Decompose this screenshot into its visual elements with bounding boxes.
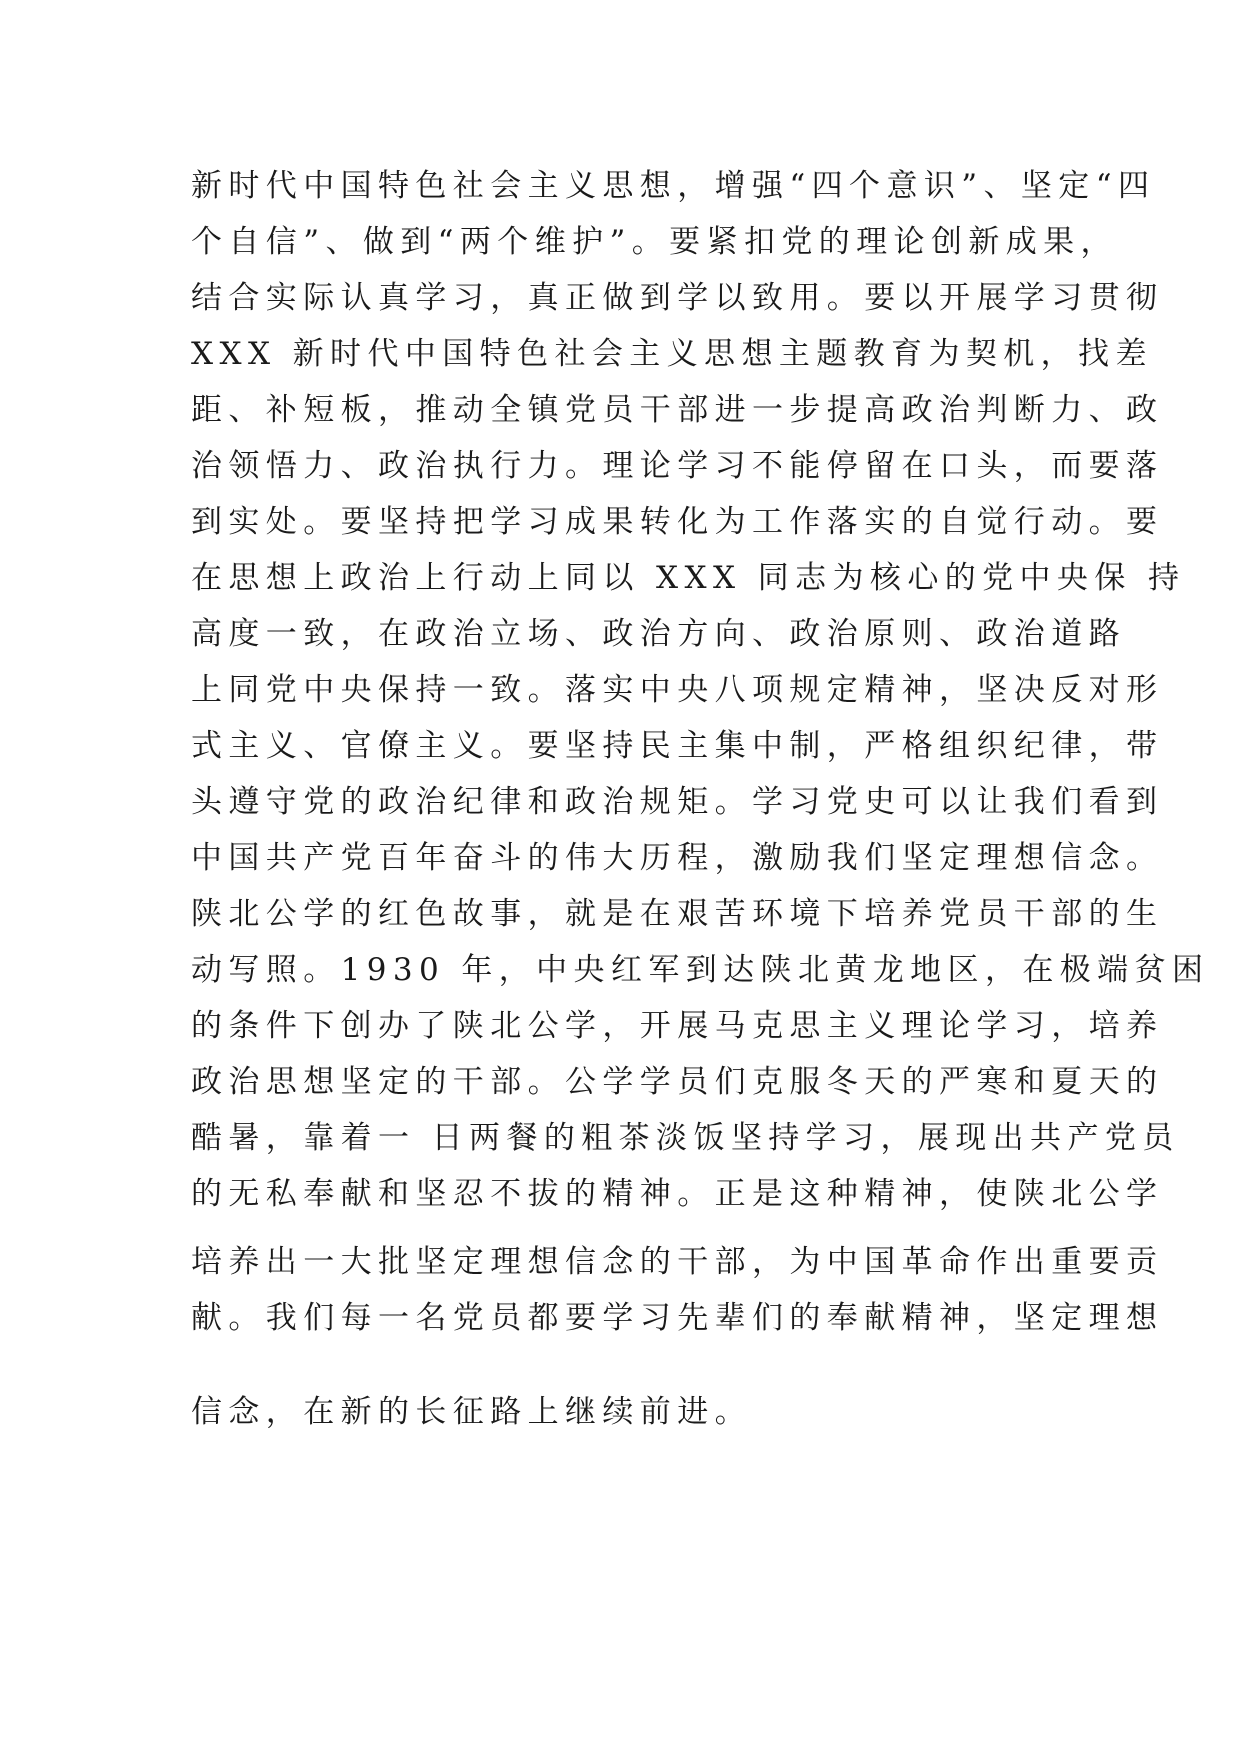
text-line: 个自信”、做到“两个维护”。要紧扣党的理论创新成果， — [191, 224, 1118, 260]
text-line: 新时代中国特色社会主义思想，增强“四个意识”、坚定“四 — [191, 168, 1156, 204]
text-line: 高度一致，在政治立场、政治方向、政治原则、政治道路 — [191, 616, 1126, 652]
text-line: 献。我们每一名党员都要学习先辈们的奉献精神，坚定理想 — [191, 1300, 1164, 1336]
text-line: 陕北公学的红色故事，就是在艰苦环境下培养党员干部的生 — [191, 896, 1164, 932]
text-line: 动写照。1930 年，中央红军到达陕北黄龙地区，在极端贫困 — [191, 952, 1210, 988]
text-line: 头遵守党的政治纪律和政治规矩。学习党史可以让我们看到 — [191, 784, 1164, 820]
body-text — [191, 158, 1210, 1440]
text-line: 培养出一大批坚定理想信念的干部，为中国革命作出重要贡 — [191, 1244, 1164, 1280]
text-line: 结合实际认真学习，真正做到学以致用。要以开展学习贯彻 — [191, 280, 1164, 316]
text-line: 酷暑，靠着一 日两餐的粗茶淡饭坚持学习，展现出共产党员 — [191, 1120, 1180, 1156]
text-line: 上同党中央保持一致。落实中央八项规定精神，坚决反对形 — [191, 672, 1164, 708]
text-line: 到实处。要坚持把学习成果转化为工作落实的自觉行动。要 — [191, 504, 1164, 540]
text-line: 信念，在新的长征路上继续前进。 — [191, 1394, 752, 1430]
text-line: 在思想上政治上行动上同以 XXX 同志为核心的党中央保 持 — [191, 560, 1186, 596]
text-line: XXX 新时代中国特色社会主义思想主题教育为契机，找差 — [191, 336, 1153, 372]
text-line: 政治思想坚定的干部。公学学员们克服冬天的严寒和夏天的 — [191, 1064, 1164, 1100]
text-line: 式主义、官僚主义。要坚持民主集中制，严格组织纪律，带 — [191, 728, 1164, 764]
text-line: 距、补短板，推动全镇党员干部进一步提高政治判断力、政 — [191, 392, 1164, 428]
text-line: 治领悟力、政治执行力。理论学习不能停留在口头，而要落 — [191, 448, 1164, 484]
text-line: 中国共产党百年奋斗的伟大历程，激励我们坚定理想信念。 — [191, 840, 1164, 876]
text-line: 的条件下创办了陕北公学，开展马克思主义理论学习，培养 — [191, 1008, 1164, 1044]
text-line: 的无私奉献和坚忍不拔的精神。正是这种精神，使陕北公学 — [191, 1176, 1164, 1212]
